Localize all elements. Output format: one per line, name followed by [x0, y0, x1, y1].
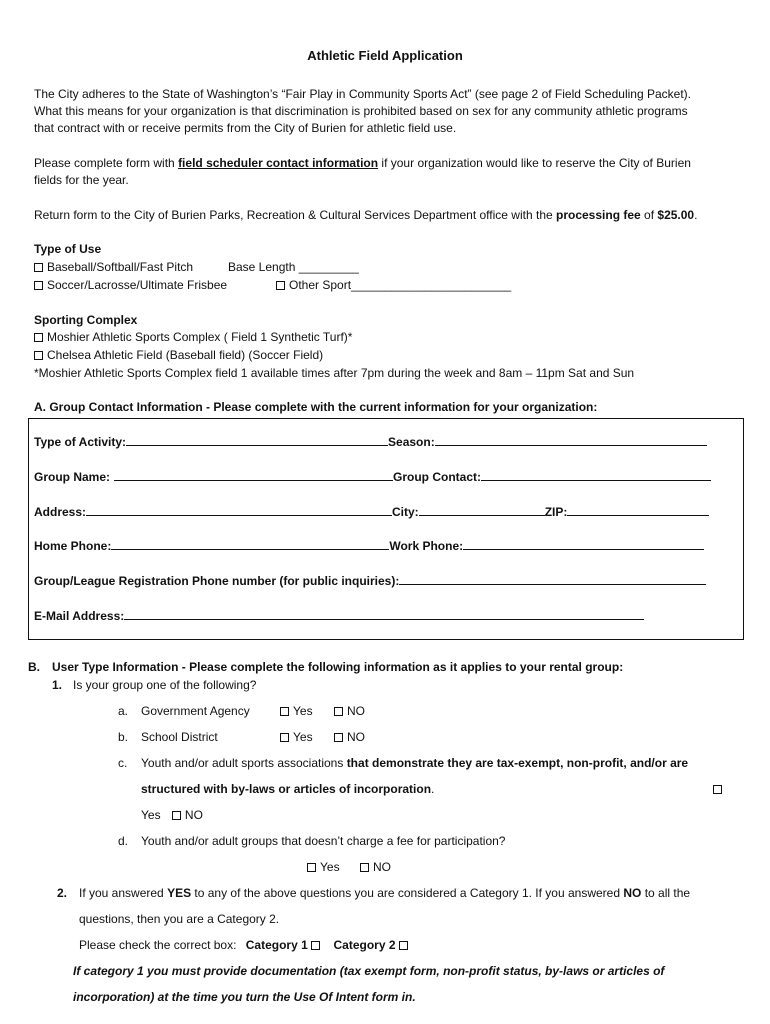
- text: Please complete the following information as it applies to your rental group:: [189, 660, 624, 674]
- input-line[interactable]: [399, 573, 706, 585]
- input-line[interactable]: [111, 538, 389, 550]
- section-b-heading: [52, 660, 623, 674]
- type-of-use-heading: Type of Use: [34, 242, 102, 256]
- checkbox[interactable]: [280, 707, 289, 716]
- field-label: ZIP:: [544, 505, 568, 519]
- option-label: Soccer/Lacrosse/Ultimate Frisbee: [47, 278, 228, 292]
- text: Please complete form with: [34, 156, 179, 170]
- input-line[interactable]: [114, 469, 393, 481]
- item-c-text-line2: [141, 782, 434, 796]
- item-b-text: School District: [141, 730, 218, 744]
- group-name-field: [34, 469, 711, 484]
- item-b-no: [334, 730, 365, 744]
- type-option-soccer: [34, 278, 227, 292]
- text: of: [640, 208, 658, 222]
- return-paragraph: [34, 207, 740, 224]
- input-line[interactable]: [481, 469, 711, 481]
- text: Youth and/or adult sports associations: [141, 756, 347, 770]
- text: that demonstrate they are tax-exempt, non-profit, and/or are: [346, 756, 689, 770]
- q2-check-line: [79, 938, 412, 952]
- checkbox[interactable]: [276, 281, 285, 290]
- field-label: Address:: [34, 505, 87, 519]
- intro-line: that contract with or receive permits from the City of Burien for athletic field use.: [34, 121, 457, 135]
- field-label: Group Contact:: [393, 470, 482, 484]
- q2-text: [79, 886, 690, 900]
- checkbox[interactable]: [34, 281, 43, 290]
- option-label: Yes: [320, 860, 340, 874]
- q2-number: 2.: [57, 886, 68, 900]
- intro-line: What this means for your organization is that discrimination is prohibited based on sex for any community athletic programs: [34, 104, 688, 118]
- field-label: Work Phone:: [389, 539, 464, 553]
- option-label[interactable]: Other Sport________________________: [289, 278, 512, 292]
- checkbox[interactable]: [713, 785, 722, 794]
- field-label: City:: [392, 505, 419, 519]
- checkbox[interactable]: [311, 941, 320, 950]
- sporting-complex-heading: Sporting Complex: [34, 313, 138, 327]
- item-d-no: [360, 860, 391, 874]
- section-b-label: B.: [28, 660, 40, 674]
- category-note-line1: If category 1 you must provide documentation (tax exempt form, non-profit status, by-laws or articles of: [73, 964, 665, 978]
- type-option-other: [276, 278, 511, 292]
- option-label: NO: [373, 860, 391, 874]
- complex-option-moshier: [34, 330, 352, 344]
- text: .: [694, 208, 698, 222]
- q1-number: 1.: [52, 678, 63, 692]
- text: to any of the above questions you are considered a Category 1. If you answered: [191, 886, 624, 900]
- field-label: Group/League Registration Phone number (for public inquiries):: [34, 574, 400, 588]
- input-line[interactable]: [419, 504, 545, 516]
- item-a-label: a.: [118, 704, 129, 718]
- item-c-text: [141, 756, 688, 770]
- field-label: E-Mail Address:: [34, 609, 125, 623]
- item-c-label: c.: [118, 756, 128, 770]
- item-d-label: d.: [118, 834, 129, 848]
- contact-paragraph: [34, 155, 740, 189]
- field-scheduler-link[interactable]: field scheduler contact information: [178, 156, 379, 170]
- input-line[interactable]: [463, 538, 704, 550]
- input-line[interactable]: [124, 608, 644, 620]
- league-phone-field: [34, 573, 706, 588]
- text: fields for the year.: [34, 173, 129, 187]
- option-label: Yes: [293, 704, 313, 718]
- text: NO: [623, 886, 642, 900]
- checkbox[interactable]: [360, 863, 369, 872]
- checkbox[interactable]: [34, 263, 43, 272]
- fair-play-paragraph: [34, 86, 740, 137]
- checkbox[interactable]: [34, 333, 43, 342]
- option-label: Yes: [141, 808, 161, 822]
- field-label: Type of Activity:: [34, 435, 127, 449]
- option-label: Chelsea Athletic Field (Baseball field) (Soccer Field): [47, 348, 324, 362]
- email-field: [34, 608, 644, 623]
- text: to all the: [641, 886, 691, 900]
- phone-field: [34, 538, 704, 553]
- item-b-yes: [280, 730, 313, 744]
- type-of-activity-field: [34, 434, 707, 449]
- item-d-text: Youth and/or adult groups that doesn’t charge a fee for participation?: [141, 834, 506, 848]
- field-label: Season:: [388, 435, 435, 449]
- q1-text: Is your group one of the following?: [73, 678, 257, 692]
- input-line[interactable]: [567, 504, 709, 516]
- item-c-checkbox: [713, 782, 726, 796]
- checkbox[interactable]: [307, 863, 316, 872]
- item-d-yes: [307, 860, 340, 874]
- group-contact-box: [28, 418, 744, 640]
- processing-fee-label: processing fee: [556, 208, 641, 222]
- option-label: Moshier Athletic Sports Complex ( Field 1 Synthetic Turf)*: [47, 330, 353, 344]
- item-a-yes: [280, 704, 313, 718]
- text: .: [431, 782, 435, 796]
- item-c-yes-no: [141, 808, 203, 822]
- type-option-baseball: [34, 260, 193, 274]
- checkbox[interactable]: [334, 733, 343, 742]
- complex-option-chelsea: [34, 348, 323, 362]
- option-label: Yes: [293, 730, 313, 744]
- field-label: Home Phone:: [34, 539, 112, 553]
- fee-amount: $25.00: [657, 208, 695, 222]
- text: If you answered: [79, 886, 168, 900]
- option-label: NO: [184, 808, 203, 822]
- input-line[interactable]: [86, 504, 392, 516]
- checkbox[interactable]: [399, 941, 408, 950]
- category-1-label: Category 1: [245, 938, 308, 952]
- item-a-no: [334, 704, 365, 718]
- item-a-text: Government Agency: [141, 704, 250, 718]
- text: Please check the correct box:: [79, 938, 237, 952]
- input-line[interactable]: [435, 434, 707, 446]
- category-note-line2: incorporation) at the time you turn the Use Of Intent form in.: [73, 990, 416, 1004]
- base-length-field[interactable]: Base Length _________: [228, 260, 359, 274]
- field-label: Group Name:: [34, 470, 111, 484]
- category-2-label: Category 2: [333, 938, 396, 952]
- text: User Type Information -: [52, 660, 190, 674]
- input-line[interactable]: [126, 434, 388, 446]
- text: if your organization would like to reserve the City of Burien: [378, 156, 691, 170]
- option-label: NO: [347, 704, 365, 718]
- section-a-heading: A. Group Contact Information - Please complete with the current information for your organization:: [34, 400, 598, 414]
- q2-text-line2: questions, then you are a Category 2.: [79, 912, 280, 926]
- page-title: Athletic Field Application: [307, 48, 463, 63]
- text: YES: [167, 886, 192, 900]
- item-b-label: b.: [118, 730, 129, 744]
- checkbox[interactable]: [334, 707, 343, 716]
- checkbox[interactable]: [280, 733, 289, 742]
- complex-note: *Moshier Athletic Sports Complex field 1 available times after 7pm during the week and 8am – 11pm Sat and Sun: [34, 366, 635, 380]
- intro-line: The City adheres to the State of Washington’s “Fair Play in Community Sports Act” (see page 2 of Field Scheduling Packet).: [34, 87, 691, 101]
- address-field: [34, 504, 709, 519]
- text: Return form to the City of Burien Parks, Recreation & Cultural Services Department office with the: [34, 208, 556, 222]
- option-label: Baseball/Softball/Fast Pitch: [47, 260, 194, 274]
- checkbox[interactable]: [172, 811, 181, 820]
- option-label: NO: [347, 730, 365, 744]
- text: structured with by-laws or articles of incorporation: [141, 782, 432, 796]
- checkbox[interactable]: [34, 351, 43, 360]
